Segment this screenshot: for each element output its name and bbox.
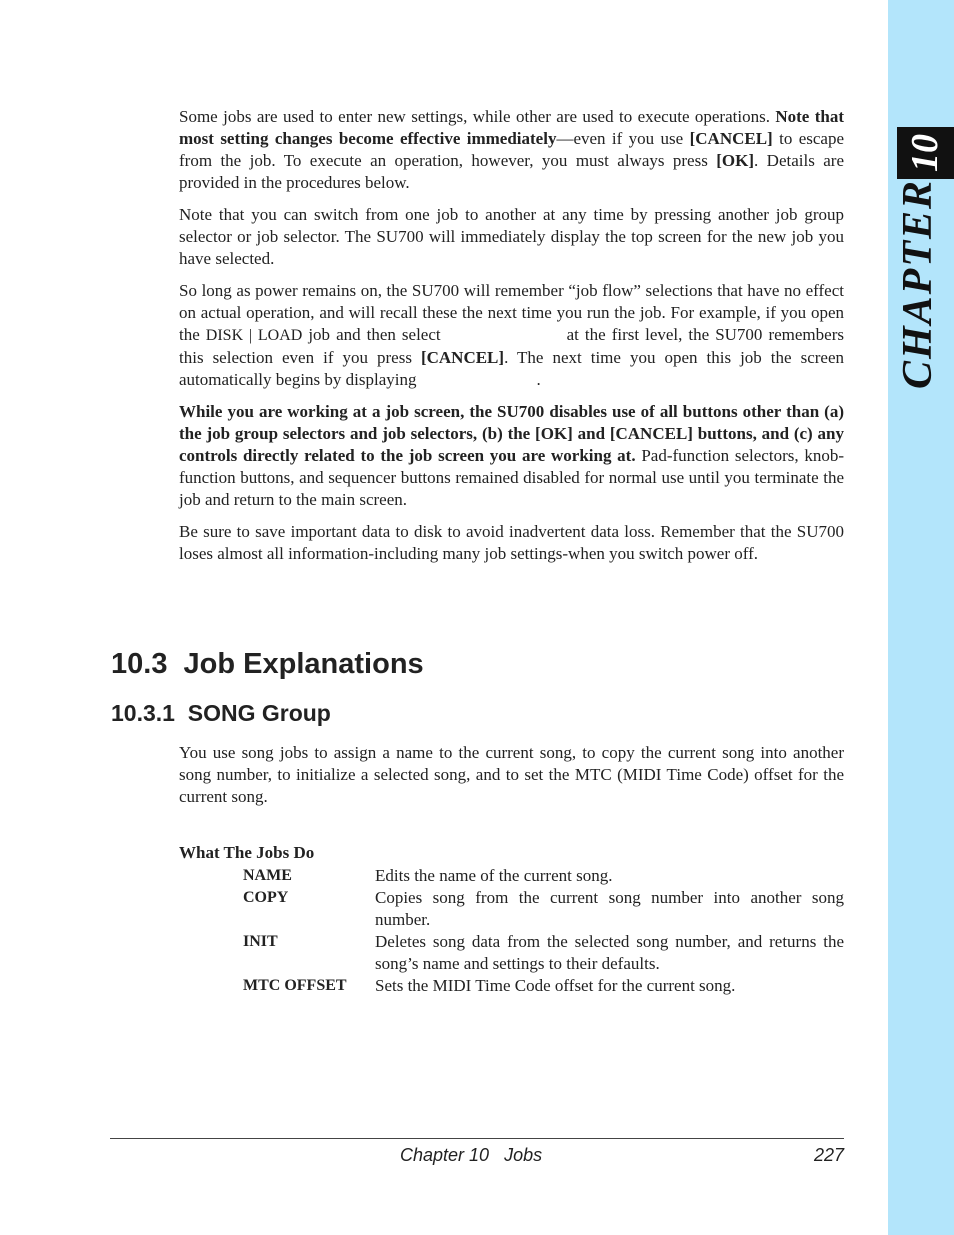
paragraph-2: Note that you can switch from one job to another at any time by pressing another job group selector or job selector. The SU700 will immediately display the top screen for the new job you have selected. <box>179 205 844 268</box>
subsection-title: 10.3.1 SONG Group <box>111 700 331 726</box>
p4-text: Pad-function selectors, knob-function buttons, and sequencer buttons remained disabled for normal use until you terminate the job and return to the main screen. <box>179 446 844 509</box>
footer-chapter-title: Chapter 10 Jobs <box>400 1145 543 1165</box>
p3-text-4: . The next time you open this job the screen automatically begins by displaying <box>179 348 844 389</box>
body-text <box>179 106 844 575</box>
job-description: Copies song from the current song number into another song number. <box>375 888 844 929</box>
p3-text-1: So long as power remains on, the SU700 will remember “job flow” selections that have no effect on actual operation, and will recall these the next time you run the job. For example, if you open the <box>179 281 844 344</box>
p1-text-3: to escape from the job. To execute an operation, however, you must always press <box>179 129 844 170</box>
paragraph-3 <box>179 280 844 391</box>
job-description: Edits the name of the current song. <box>375 866 613 885</box>
p1-bold-cancel: [CANCEL] <box>689 129 773 148</box>
p3-key-disk-load: DISK | LOAD <box>205 327 303 344</box>
p1-bold-1: Note that most setting changes become effective immediately <box>179 107 844 148</box>
p1-text-1: Some jobs are used to enter new settings, while other are used to execute operations. <box>179 107 776 126</box>
p1-text-4: . Details are provided in the procedures below. <box>179 151 844 192</box>
job-name: NAME <box>243 867 292 884</box>
job-name: INIT <box>243 933 278 950</box>
job-row-init <box>243 931 844 975</box>
section-title: 10.3 Job Explanations <box>111 648 424 680</box>
job-row-copy <box>243 887 844 931</box>
p1-bold-ok: [OK] <box>716 151 755 170</box>
job-row-mtc-offset <box>243 975 844 997</box>
job-name: MTC OFFSET <box>243 977 347 994</box>
p3-bold-cancel: [CANCEL] <box>420 348 505 367</box>
paragraph-4 <box>179 401 844 511</box>
jobs-heading: What The Jobs Do <box>179 843 315 862</box>
subsection-intro: You use song jobs to assign a name to the current song, to copy the current song into another song number, to initialize a selected song, and to set the MTC (MIDI Time Code) offset for the current song. <box>179 743 844 806</box>
chapter-number: 10 <box>904 134 946 172</box>
chapter-label: CHAPTER <box>895 178 941 390</box>
p4-bold: While you are working at a job screen, the SU700 disables use of all buttons other than (a) the job group selectors and job selectors, (b) the [OK] and [CANCEL] buttons, and (c) any controls directly related to the job screen you are working at. <box>179 402 844 465</box>
paragraph-1 <box>179 106 844 194</box>
footer-rule <box>110 1138 844 1139</box>
jobs-list <box>243 865 844 997</box>
job-name: COPY <box>243 889 289 906</box>
job-description: Sets the MIDI Time Code offset for the current song. <box>375 976 736 995</box>
p3-text-2: job and then select <box>302 325 441 344</box>
job-row-name <box>243 865 844 887</box>
p1-text-2: —even if you use <box>556 129 690 148</box>
paragraph-5: Be sure to save important data to disk to avoid inadvertent data loss. Remember that the SU700 loses almost all information-including many job settings-when you switch power off. <box>179 522 844 563</box>
page-number: 227 <box>813 1145 844 1165</box>
p3-text-5: . <box>536 370 541 389</box>
p3-text-3: at the first level, the SU700 remembers this selection even if you press <box>179 325 844 367</box>
job-description: Deletes song data from the selected song number, and returns the song’s name and settings to their defaults. <box>375 932 844 973</box>
